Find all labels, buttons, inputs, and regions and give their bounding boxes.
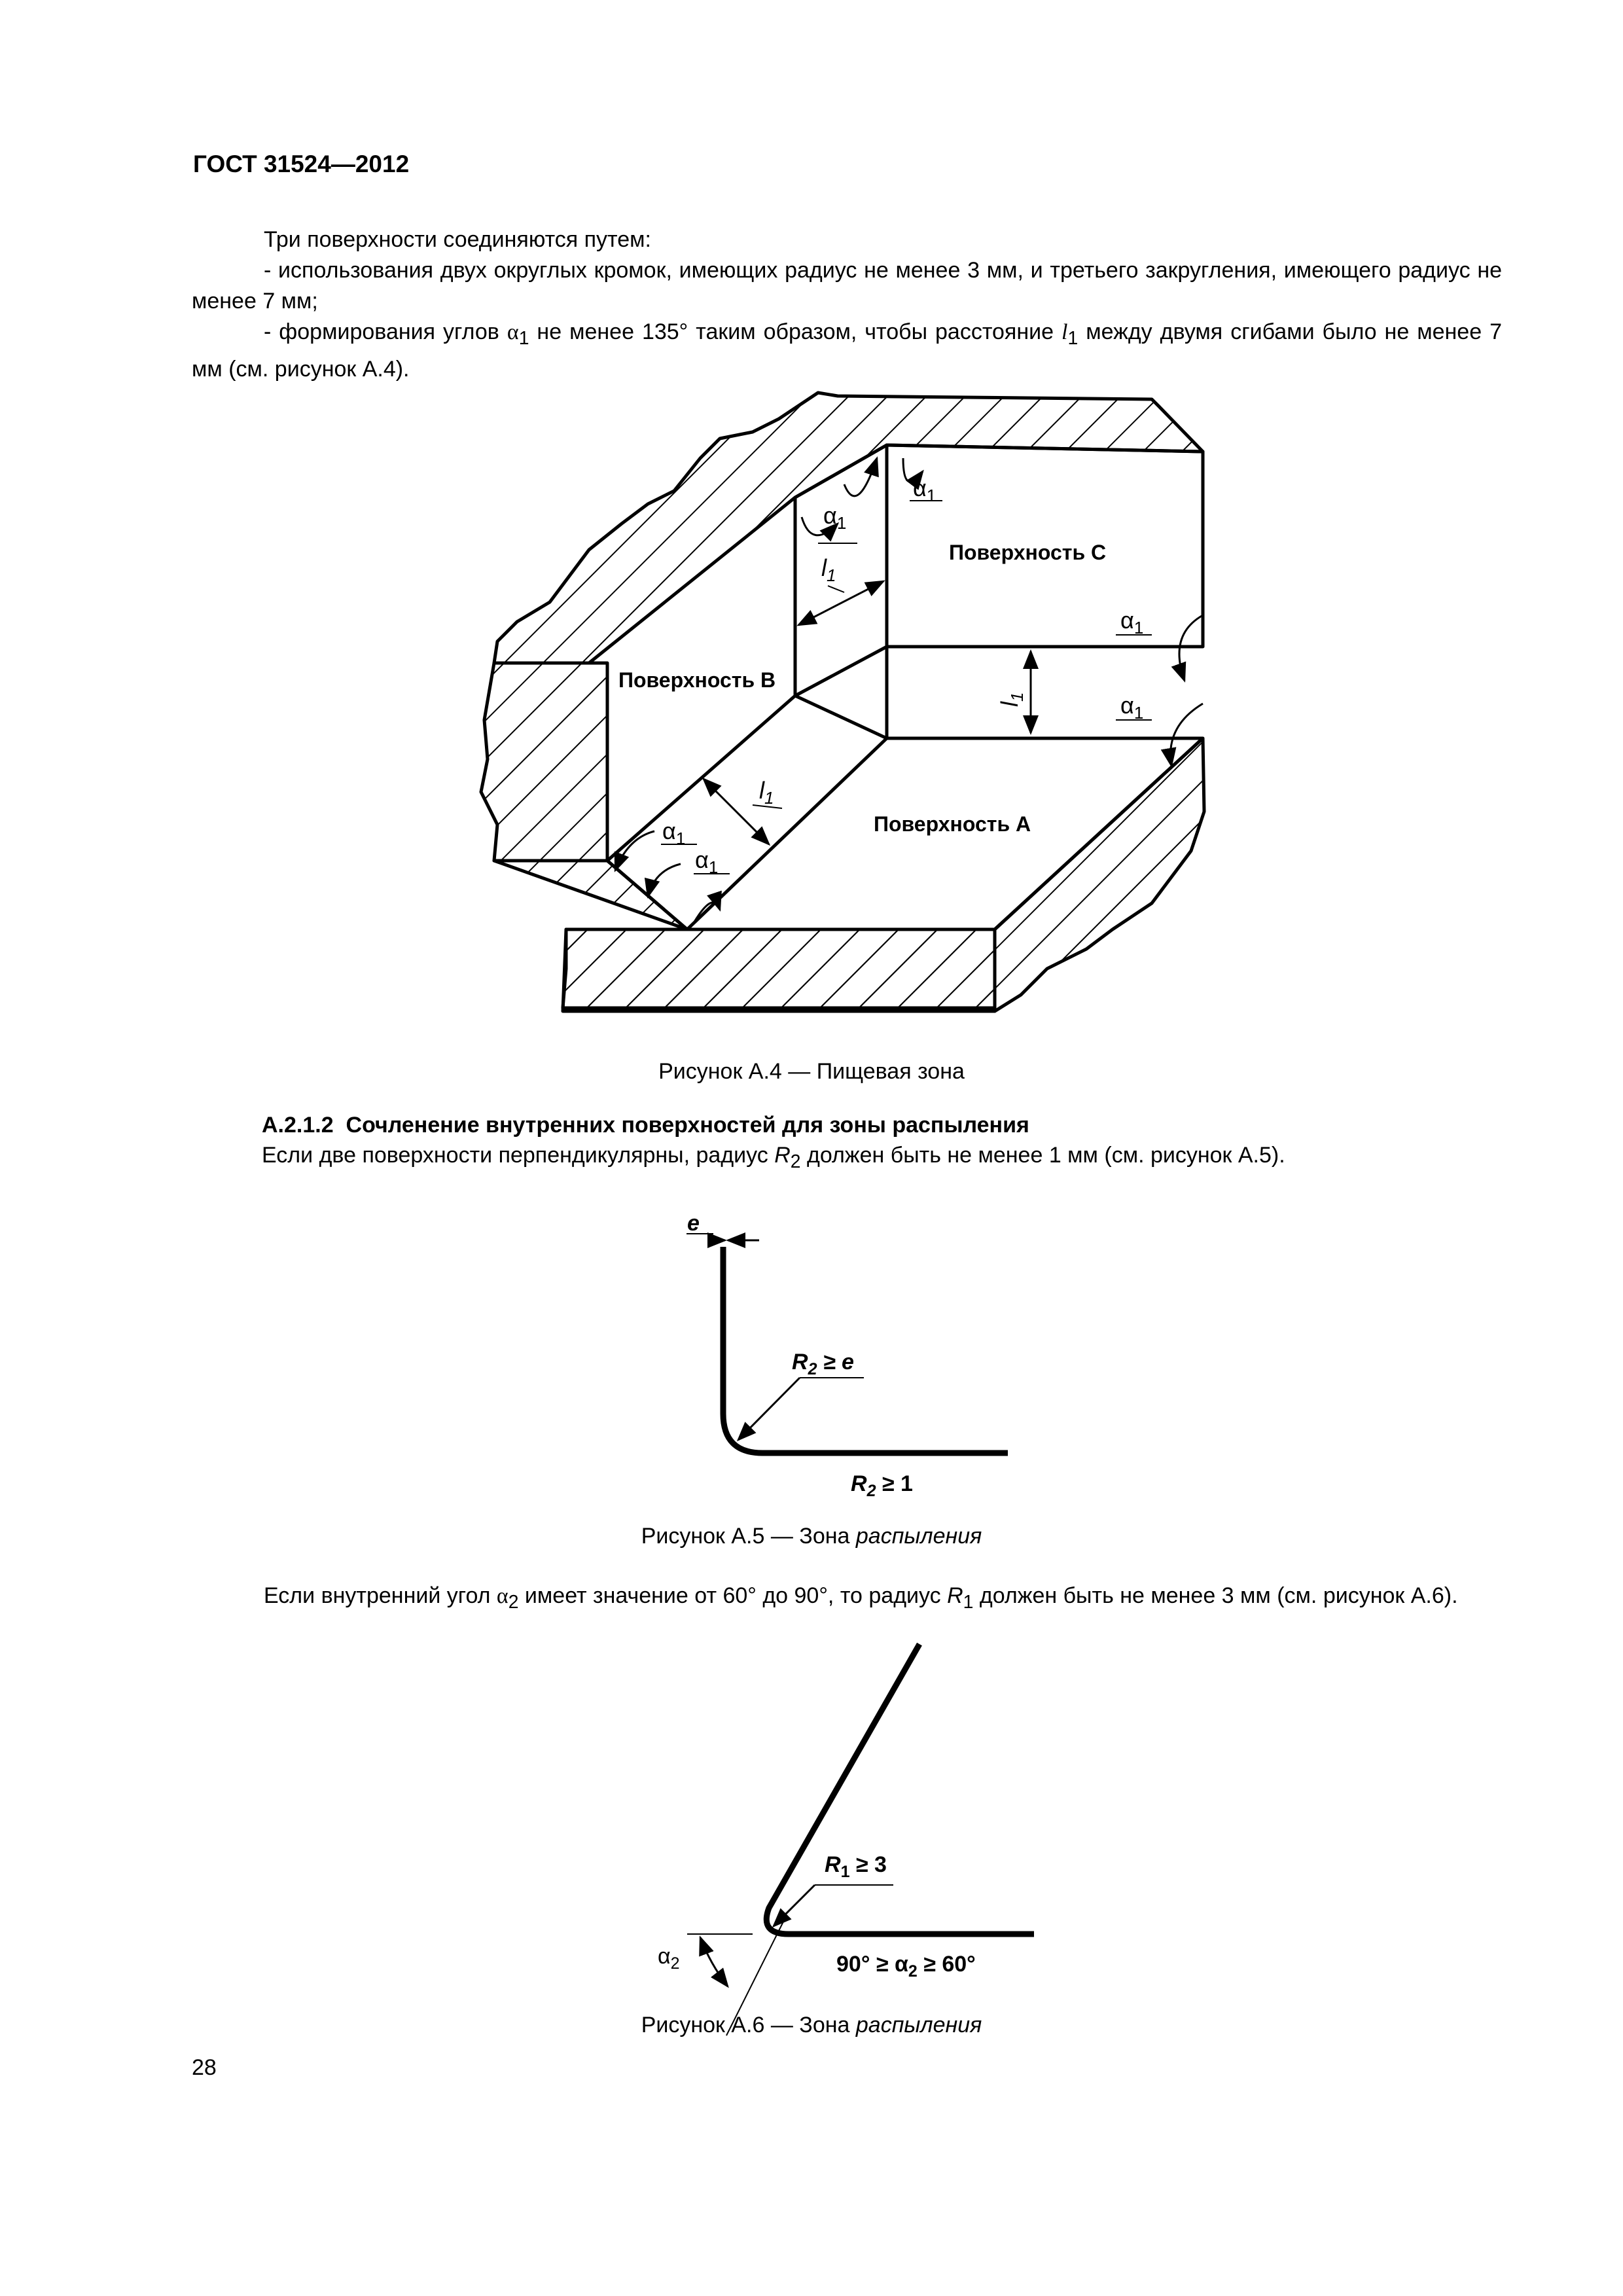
intro-line: Три поверхности соединяются путем: [264, 227, 651, 252]
svg-text:R1 ≥ 3: $R_1 \ge 3$ [825, 1852, 887, 1881]
figure-a5-caption: Рисунок А.5 — Зона распыления [641, 1524, 982, 1549]
svg-text:l1: $l_1$ [821, 554, 836, 585]
wall-left [481, 663, 607, 861]
wall-right [995, 738, 1204, 1011]
r1-label [825, 1852, 887, 1881]
svg-text:α1: $\alpha_1$ [1120, 607, 1144, 637]
svg-text:90° ≥ α2 ≥ 60°: $90^\circ \ge \alpha_2 \ge 60^\circ$ [836, 1952, 976, 1981]
angle-range-label [836, 1952, 976, 1981]
surface-b-label: Поверхность В [618, 668, 776, 692]
document-header: ГОСТ 31524—2012 [193, 151, 410, 177]
figure-a4 [481, 393, 1204, 1011]
svg-text:R2 ≥ 1: $R_2 \ge 1$ [851, 1471, 913, 1500]
alpha-label [913, 475, 936, 505]
alpha-label [1120, 607, 1143, 637]
svg-text:α1: $\alpha_1$ [823, 502, 847, 533]
svg-text:R2 ≥ e: $R_2 \ge e$ [792, 1350, 854, 1378]
figure-a5 [687, 1234, 1008, 1453]
l-label [759, 777, 774, 808]
svg-text:α1: $\alpha_1$ [662, 817, 686, 848]
svg-text:α1: $\alpha_1$ [1120, 692, 1144, 723]
surface-a-label: Поверхность А [874, 812, 1031, 836]
l-label [996, 692, 1027, 707]
r2-e-label [792, 1350, 854, 1378]
alpha-label [695, 846, 718, 877]
intro-bullet-2: - формирования углов $\alpha_1$ не менее 135° таким образом, чтобы расстояние $l_1$ между двумя сгибами было не менее 7 мм (см. рисунок А.4). [192, 319, 1502, 382]
alpha-label [662, 817, 685, 848]
svg-text:α2: $\alpha_2$ [658, 1944, 680, 1973]
figure-a6 [687, 1644, 1034, 2036]
l-label [821, 554, 836, 585]
wall-bottom-main [563, 929, 995, 1011]
figure-a4-caption: Рисунок А.4 — Пищевая зона [658, 1059, 965, 1084]
paragraph-angle: Если внутренний угол $\alpha_2$ имеет значение от 60° до 90°, то радиус $R_1$ должен быть не менее 3 мм (см. рисунок А.6). [264, 1583, 1458, 1613]
alpha-label [823, 502, 846, 533]
figure-a6-caption: Рисунок А.6 — Зона распыления [641, 2013, 982, 2037]
svg-text:α1: $\alpha_1$ [913, 475, 936, 505]
section-text: Если две поверхности перпендикулярны, радиус $R_2$ должен быть не менее 1 мм (см. рисунок А.5). [262, 1143, 1285, 1172]
section-heading: А.2.1.2 Сочленение внутренних поверхностей для зоны распыления [262, 1113, 1029, 1138]
e-label: e [687, 1211, 700, 1236]
alpha2-label [658, 1944, 680, 1973]
svg-text:l1: $l_1$ [759, 777, 774, 808]
alpha-label [1120, 692, 1143, 723]
svg-text:l1: $l_1$ [996, 692, 1027, 707]
wall-top [494, 393, 1203, 663]
page-number: 28 [192, 2055, 217, 2080]
intro-bullet-1: - использования двух округлых кромок, имеющих радиус не менее 3 мм, и третьего закругления, имеющего радиус не менее 7 мм; [192, 258, 1502, 314]
surface-c-label: Поверхность С [949, 541, 1107, 564]
svg-text:α1: $\alpha_1$ [695, 846, 719, 877]
r2-1-label [851, 1471, 913, 1500]
